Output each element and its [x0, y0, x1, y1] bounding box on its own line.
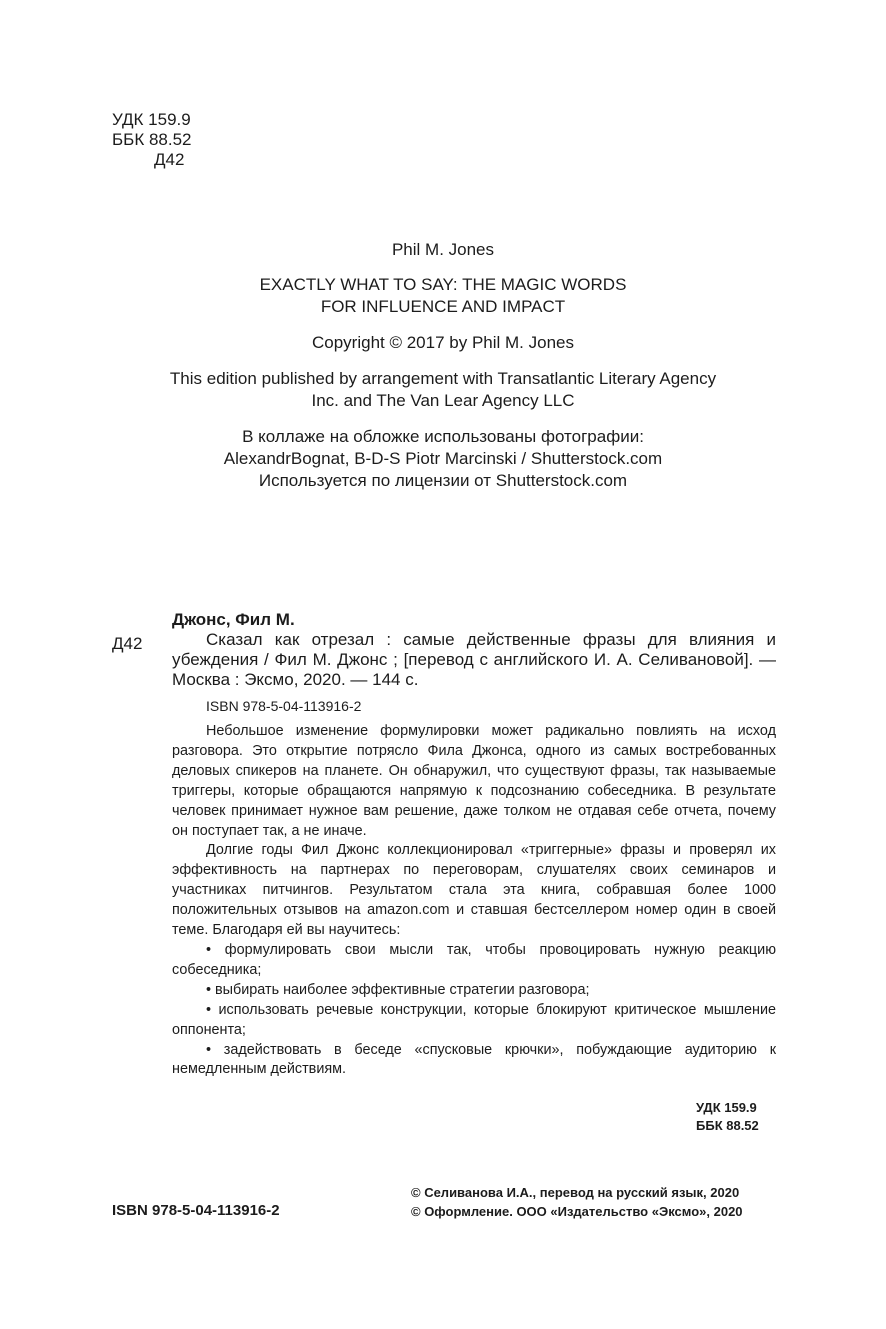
annotation-bullet-3: • использовать речевые конструкции, которые блокируют критическое мышление оппонента; — [172, 1001, 776, 1038]
cover-credits-line-3: Используется по лицензии от Shutterstock.com — [258, 471, 628, 490]
cover-credits — [100, 426, 786, 492]
udk-code-bottom: УДК 159.9 — [696, 1100, 757, 1115]
edition-note-line-1: This edition published by arrangement with Transatlantic Literary Agency — [169, 369, 717, 388]
catalog-isbn: ISBN 978-5-04-113916-2 — [206, 698, 362, 714]
copyright-notices — [411, 1183, 743, 1221]
classification-codes-top — [112, 110, 191, 170]
original-title-line-1: EXACTLY WHAT TO SAY: THE MAGIC WORDS — [259, 275, 627, 294]
classification-codes-bottom — [696, 1099, 759, 1135]
original-title — [100, 274, 786, 318]
annotation-bullet-4: • задействовать в беседе «спусковые крючки», побуждающие аудиторию к немедленным действиям. — [172, 1041, 776, 1078]
catalog-author-mark: Д42 — [112, 634, 143, 653]
original-copyright: Copyright © 2017 by Phil M. Jones — [312, 333, 574, 352]
udk-code: УДК 159.9 — [112, 110, 191, 129]
edition-note-line-2: Inc. and The Van Lear Agency LLC — [311, 391, 575, 410]
edition-note — [100, 368, 786, 412]
cover-credits-line-1: В коллаже на обложке использованы фотографии: — [242, 427, 644, 446]
copyright-translation: © Селиванова И.А., перевод на русский язык, 2020 — [411, 1185, 740, 1200]
catalog-title: Сказал как отрезал : самые действенные фразы для влияния и убеждения / Фил М. Джонс ; [перевод с английского И. А. Селивановой]. — Москва : Эксмо, 2020. — 144 с. — [172, 630, 776, 689]
annotation-bullet-2: • выбирать наиболее эффективные стратегии разговора; — [206, 981, 590, 998]
catalog-author: Джонс, Фил М. — [172, 610, 295, 629]
cover-credits-line-2: AlexandrBognat, B-D-S Piotr Marcinski / Shutterstock.com — [223, 449, 663, 468]
annotation-paragraph-1: Небольшое изменение формулировки может радикально повлиять на исход разговора. Это открытие потрясло Фила Джонса, одного из самых востребованных деловых спикеров на планете. Он обнаружил, что существуют фразы, так называемые триггеры, которые обращаются напрямую к подсознанию собеседника. В результате человек принимает нужное вам решение, даже толком не отдавая себе отчета, почему он поступает так, а не иначе. — [172, 723, 776, 839]
bbk-code-bottom: ББК 88.52 — [696, 1118, 759, 1133]
annotation-bullet-1: • формулировать свои мысли так, чтобы провоцировать нужную реакцию собеседника; — [172, 941, 776, 978]
original-author: Phil M. Jones — [391, 240, 495, 259]
original-title-line-2: FOR INFLUENCE AND IMPACT — [320, 297, 566, 316]
author-mark: Д42 — [154, 150, 185, 169]
bbk-code: ББК 88.52 — [112, 130, 192, 149]
annotation-paragraph-2: Долгие годы Фил Джонс коллекционировал «триггерные» фразы и проверял их эффективность на партнерах по переговорам, слушателях своих семинаров и участниках питчингов. Результатом стала эта книга, собравшая более 1000 положительных отзывов на amazon.com и ставшая бестселлером номер один в своей теме. Благодаря ей вы научитесь: — [172, 842, 776, 939]
isbn-bottom: ISBN 978-5-04-113916-2 — [112, 1202, 280, 1219]
copyright-design: © Оформление. ООО «Издательство «Эксмо», 2020 — [411, 1204, 743, 1219]
annotation — [172, 722, 776, 1080]
